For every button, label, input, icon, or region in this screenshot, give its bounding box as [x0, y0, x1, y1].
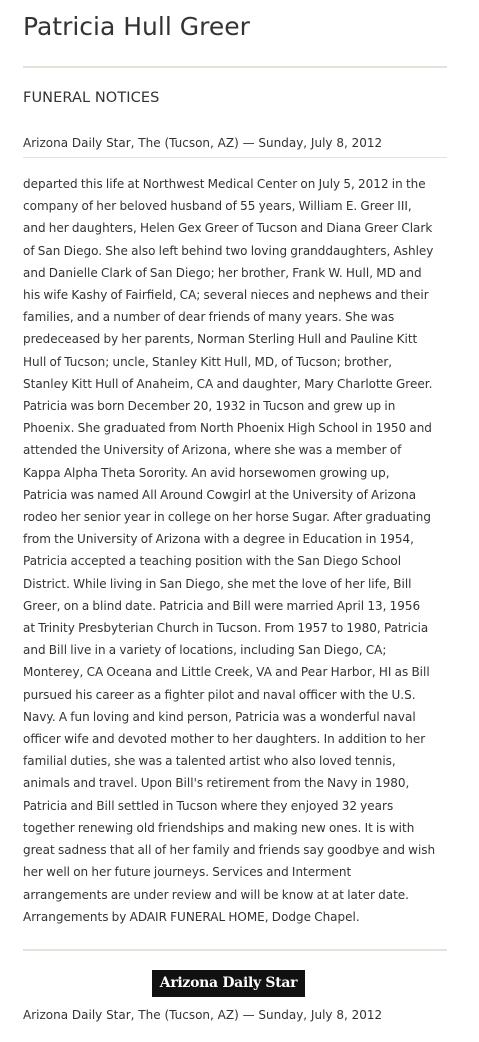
- obituary-line: animals and travel. Upon Bill's retirement from the Navy in 1980,: [23, 776, 410, 791]
- obituary-line: her well on her future journeys. Services and Interment: [23, 865, 352, 880]
- obituary-line: District. While living in San Diego, she met the love of her life, Bill: [23, 576, 412, 591]
- obituary-line: Patricia was born December 20, 1932 in Tucson and grew up in: [23, 399, 396, 414]
- obituary-line: great sadness that all of her family and friends say goodbye and wish: [23, 843, 436, 858]
- obituary-line: predeceased by her parents, Norman Sterling Hull and Pauline Kitt: [23, 332, 418, 347]
- obituary-line: families, and a number of dear friends of many years. She was: [23, 310, 395, 325]
- obituary-line: and Danielle Clark of San Diego; her brother, Frank W. Hull, MD and: [23, 265, 422, 280]
- obituary-line: familial duties, she was a talented artist who also loved tennis,: [23, 754, 396, 769]
- obituary-line: and Bill live in a variety of locations, including San Diego, CA;: [23, 643, 387, 658]
- obituary-line: pursued his career as a fighter pilot and naval officer with the U.S.: [23, 687, 416, 702]
- section-heading: FUNERAL NOTICES: [23, 90, 160, 106]
- obituary-line: Stanley Kitt Hull of Anaheim, CA and daughter, Mary Charlotte Greer.: [23, 376, 433, 391]
- obituary-line: Greer, on a blind date. Patricia and Bill were married April 13, 1956: [23, 598, 421, 613]
- obituary-line: officer wife and devoted mother to her daughters. In addition to her: [23, 732, 426, 747]
- obituary-text: [23, 173, 447, 928]
- newspaper-logo: Arizona Daily Star: [152, 970, 305, 997]
- source-line-top: Arizona Daily Star, The (Tucson, AZ) — Sunday, July 8, 2012: [23, 136, 383, 150]
- obituary-line: Patricia accepted a teaching position with the San Diego School: [23, 554, 402, 569]
- page-title: Patricia Hull Greer: [23, 12, 250, 41]
- obituary-line: his wife Kashy of Fairfield, CA; several nieces and nephews and their: [23, 288, 429, 303]
- obituary-line: Kappa Alpha Theta Sorority. An avid horsewomen growing up,: [23, 465, 390, 480]
- obituary-line: company of her beloved husband of 55 years, William E. Greer III,: [23, 199, 412, 214]
- obituary-line: from the University of Arizona with a degree in Education in 1954,: [23, 532, 414, 547]
- obituary-line: Phoenix. She graduated from North Phoenix High School in 1950 and: [23, 421, 432, 436]
- obituary-line: departed this life at Northwest Medical Center on July 5, 2012 in the: [23, 177, 426, 191]
- obituary-line: Arrangements by ADAIR FUNERAL HOME, Dodge Chapel.: [23, 909, 360, 924]
- obituary-line: Monterey, CA Oceana and Little Creek, VA and Pear Harbor, HI as Bill: [23, 665, 430, 680]
- obituary-line: and her daughters, Helen Gex Greer of Tucson and Diana Greer Clark: [23, 221, 433, 236]
- footer-divider: [23, 949, 447, 951]
- obituary-line: Patricia was named All Around Cowgirl at the University of Arizona: [23, 487, 417, 502]
- obituary-line: of San Diego. She also left behind two loving granddaughters, Ashley: [23, 243, 434, 258]
- obituary-line: rodeo her senior year in college on her horse Sugar. After graduating: [23, 510, 431, 525]
- obituary-line: attended the University of Arizona, where she was a member of: [23, 443, 402, 458]
- obituary-line: together renewing old friendships and making new ones. It is with: [23, 820, 415, 835]
- obituary-line: arrangements are under review and will be know at at later date.: [23, 887, 410, 902]
- title-divider: [23, 66, 447, 68]
- obituary-line: Hull of Tucson; uncle, Stanley Kitt Hull, MD, of Tucson; brother,: [23, 354, 393, 369]
- obituary-line: Patricia and Bill settled in Tucson where they enjoyed 32 years: [23, 798, 394, 813]
- obituary-line: Navy. A fun loving and kind person, Patricia was a wonderful naval: [23, 709, 416, 724]
- obituary-line: at Trinity Presbyterian Church in Tucson. From 1957 to 1980, Patricia: [23, 621, 429, 636]
- source-line-bottom: Arizona Daily Star, The (Tucson, AZ) — Sunday, July 8, 2012: [23, 1008, 383, 1022]
- source-divider: [23, 157, 447, 158]
